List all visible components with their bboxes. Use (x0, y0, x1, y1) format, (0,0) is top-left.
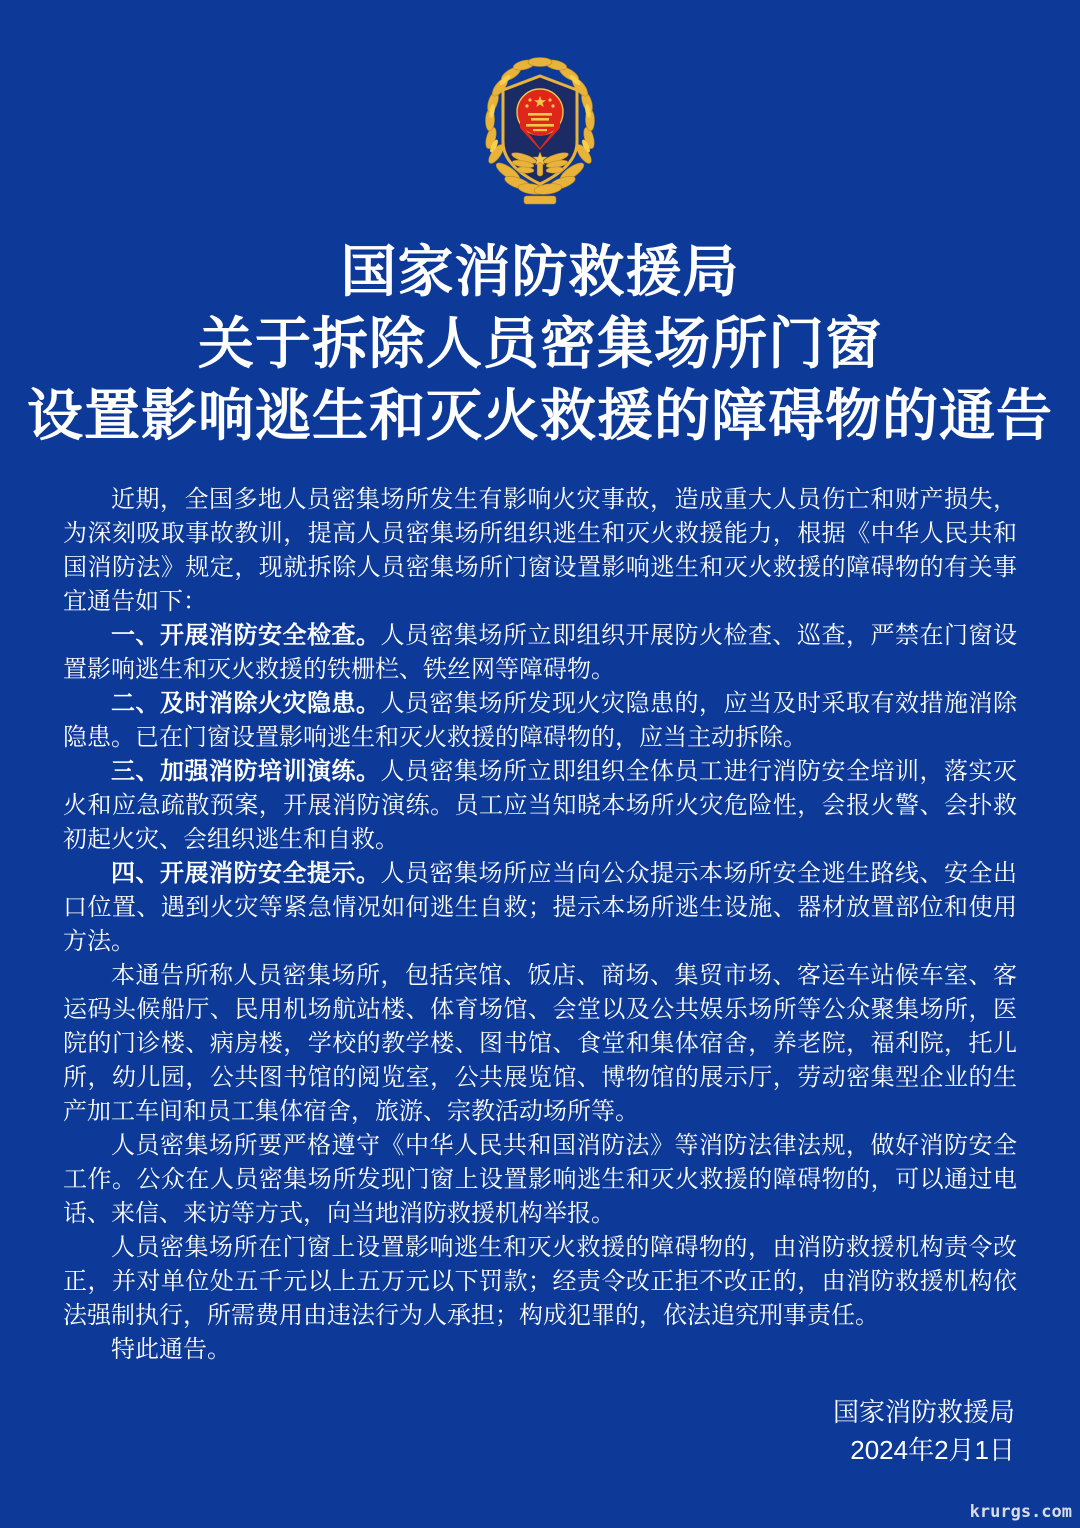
title-line-3: 设置影响逃生和灭火救援的障碍物的通告 (27, 386, 1053, 448)
paragraph-text: 近期，全国多地人员密集场所发生有影响火灾事故，造成重大人员伤亡和财产损失，为深刻吸取事故教训，提高人员密集场所组织逃生和灭火救援能力，根据《中华人民共和国消防法》规定，现就拆除人员密集场所门窗设置影响逃生和灭火救援的障碍物的有关事宜通告如下： (63, 486, 1017, 615)
paragraph-text: 人员密集场所在门窗上设置影响逃生和灭火救援的障碍物的，由消防救援机构责令改正，并对单位处五千元以上五万元以下罚款；经责令改正拒不改正的，由消防救援机构依法强制执行，所需费用由违法行为人承担；构成犯罪的，依法追究刑事责任。 (63, 1234, 1017, 1329)
signature-org: 国家消防救援局 (832, 1397, 1015, 1427)
emblem-container (0, 0, 1080, 211)
paragraph-item-3 (63, 755, 1017, 857)
paragraph-report (63, 1129, 1017, 1231)
paragraph-lead: 二、及时消除火灾隐患。 (111, 690, 381, 717)
paragraph-text: 人员密集场所要严格遵守《中华人民共和国消防法》等消防法律法规，做好消防安全工作。公众在人员密集场所发现门窗上设置影响逃生和灭火救援的障碍物的，可以通过电话、来信、来访等方式，向当地消防救援机构举报。 (63, 1132, 1017, 1227)
paragraph-penalty (63, 1231, 1017, 1333)
paragraph-text: 本通告所称人员密集场所，包括宾馆、饭店、商场、集贸市场、客运车站候车室、客运码头候船厅、民用机场航站楼、体育场馆、会堂以及公共娱乐场所等公众聚集场所，医院的门诊楼、病房楼，学校的教学楼、图书馆、食堂和集体宿舍，养老院，福利院，托儿所，幼儿园，公共图书馆的阅览室，公共展览馆、博物馆的展示厅，劳动密集型企业的生产加工车间和员工集体宿舍，旅游、宗教活动场所等。 (63, 962, 1017, 1125)
fire-rescue-emblem-icon (479, 56, 601, 206)
paragraph-scope (63, 959, 1017, 1129)
watermark-text: krurgs.com (969, 1502, 1072, 1522)
paragraph-text: 人员密集场所应当向公众提示本场所安全逃生路线、安全出口位置、遇到火灾等紧急情况如何逃生自救；提示本场所逃生设施、器材放置部位和使用方法。 (63, 860, 1017, 955)
paragraph-text: 人员密集场所立即组织开展防火检查、巡查，严禁在门窗设置影响逃生和灭火救援的铁栅栏、铁丝网等障碍物。 (63, 622, 1017, 683)
notice-body (63, 483, 1017, 1367)
title-line-1: 国家消防救援局 (340, 242, 740, 304)
paragraph-item-2 (63, 687, 1017, 755)
title-line-2: 关于拆除人员密集场所门窗 (198, 314, 882, 376)
paragraph-lead: 四、开展消防安全提示。 (111, 860, 381, 887)
paragraph-lead: 一、开展消防安全检查。 (111, 622, 381, 649)
paragraph-text: 人员密集场所立即组织全体员工进行消防安全培训，落实灭火和应急疏散预案，开展消防演练。员工应当知晓本场所火灾危险性，会报火警、会扑救初起火灾、会组织逃生和自救。 (63, 758, 1017, 853)
paragraph-item-4 (63, 857, 1017, 959)
signature-date: 2024年2月1日 (850, 1435, 1015, 1465)
signature-block (0, 1393, 1015, 1469)
paragraph-text: 人员密集场所发现火灾隐患的，应当及时采取有效措施消除隐患。已在门窗设置影响逃生和灭火救援的障碍物的，应当主动拆除。 (63, 690, 1017, 751)
paragraph-item-1 (63, 619, 1017, 687)
notice-title (0, 237, 1080, 453)
paragraph-closing (63, 1333, 1017, 1367)
paragraph-lead: 三、加强消防培训演练。 (111, 758, 381, 785)
paragraph-intro (63, 483, 1017, 619)
paragraph-text: 特此通告。 (111, 1336, 231, 1363)
